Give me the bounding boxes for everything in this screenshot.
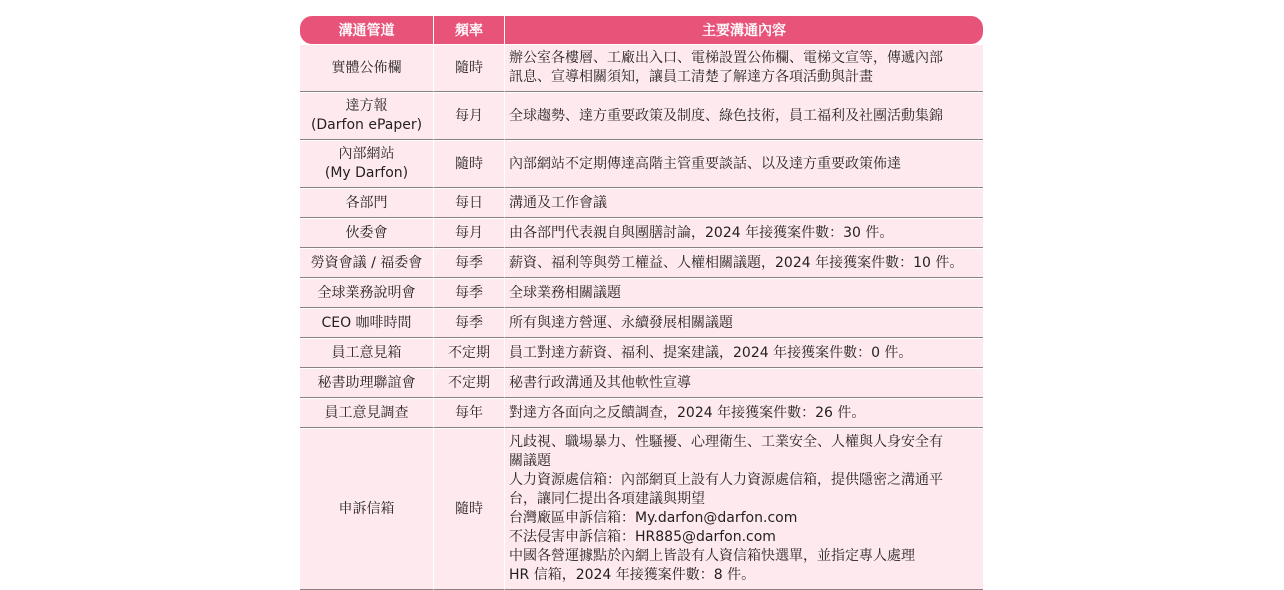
frequency-cell: 每季 bbox=[434, 308, 505, 338]
content-cell bbox=[505, 140, 983, 188]
table-row bbox=[300, 140, 983, 188]
channel-name: CEO 咖啡時間 bbox=[321, 314, 412, 331]
channel-name: 全球業務說明會 bbox=[317, 284, 416, 301]
header-channel: 溝通管道 bbox=[300, 16, 434, 44]
channel-name: 達方報 bbox=[345, 98, 388, 114]
frequency-cell: 隨時 bbox=[434, 428, 505, 590]
content-line: 全球業務相關議題 bbox=[509, 284, 621, 301]
channel-name: 內部網站 bbox=[338, 146, 395, 162]
frequency-cell: 每年 bbox=[434, 398, 505, 428]
content-cell bbox=[505, 428, 983, 590]
channel-name-cell bbox=[300, 428, 434, 590]
frequency-cell: 每月 bbox=[434, 92, 505, 140]
channel-name: 勞資會議 / 福委會 bbox=[310, 254, 423, 271]
table-row bbox=[300, 308, 983, 338]
frequency-cell: 每月 bbox=[434, 218, 505, 248]
channel-name: (Darfon ePaper) bbox=[310, 117, 423, 133]
table-row bbox=[300, 218, 983, 248]
channel-name-cell bbox=[300, 278, 434, 308]
frequency-cell: 不定期 bbox=[434, 338, 505, 368]
table-row bbox=[300, 338, 983, 368]
content-line: 薪資、福利等與勞工權益、人權相關議題，2024 年接獲案件數：10 件。 bbox=[509, 254, 964, 271]
frequency-cell: 每季 bbox=[434, 248, 505, 278]
content-line: 台灣廠區申訴信箱：My.darfon@darfon.com bbox=[509, 510, 798, 526]
content-cell bbox=[505, 398, 983, 428]
content-line: 所有與達方營運、永續發展相關議題 bbox=[509, 314, 733, 331]
channel-name: 秘書助理聯誼會 bbox=[317, 374, 416, 391]
content-line: 內部網站不定期傳達高階主管重要談話、以及達方重要政策佈達 bbox=[509, 155, 901, 172]
content-cell bbox=[505, 248, 983, 278]
channel-name-cell bbox=[300, 140, 434, 188]
channel-name: 員工意見調查 bbox=[324, 404, 409, 421]
header-frequency: 頻率 bbox=[434, 16, 505, 44]
channel-name-cell bbox=[300, 338, 434, 368]
content-cell bbox=[505, 218, 983, 248]
content-cell bbox=[505, 278, 983, 308]
channel-name-cell bbox=[300, 218, 434, 248]
channel-name: 各部門 bbox=[345, 194, 388, 211]
channel-name-cell bbox=[300, 44, 434, 92]
table-header-row bbox=[300, 16, 983, 44]
content-line: 員工對達方薪資、福利、提案建議，2024 年接獲案件數：0 件。 bbox=[509, 344, 913, 361]
content-line: 溝通及工作會議 bbox=[509, 194, 607, 211]
table-row bbox=[300, 398, 983, 428]
content-line: 關議題 bbox=[509, 453, 551, 469]
content-cell bbox=[505, 92, 983, 140]
table-row bbox=[300, 188, 983, 218]
content-cell bbox=[505, 338, 983, 368]
frequency-cell: 不定期 bbox=[434, 368, 505, 398]
table-row bbox=[300, 428, 983, 590]
channel-name-cell bbox=[300, 398, 434, 428]
content-line: 辦公室各樓層、工廠出入口、電梯設置公佈欄、電梯文宣等，傳遞內部 bbox=[509, 50, 943, 66]
content-line: 訊息、宣導相關須知，讓員工清楚了解達方各項活動與計畫 bbox=[509, 69, 873, 85]
content-line: 中國各營運據點於內網上皆設有人資信箱快選單，並指定專人處理 bbox=[509, 548, 915, 564]
content-line: 人力資源處信箱：內部網頁上設有人力資源處信箱，提供隱密之溝通平 bbox=[509, 472, 943, 488]
content-cell bbox=[505, 188, 983, 218]
table-row bbox=[300, 278, 983, 308]
table-row bbox=[300, 92, 983, 140]
channel-name-cell bbox=[300, 92, 434, 140]
content-line: HR 信箱，2024 年接獲案件數：8 件。 bbox=[509, 567, 756, 583]
frequency-cell: 每日 bbox=[434, 188, 505, 218]
communication-channels-table bbox=[300, 16, 983, 590]
header-content: 主要溝通內容 bbox=[505, 16, 983, 44]
table-row bbox=[300, 248, 983, 278]
content-line: 凡歧視、職場暴力、性騷擾、心理衛生、工業安全、人權與人身安全有 bbox=[509, 434, 943, 450]
channel-name-cell bbox=[300, 368, 434, 398]
channel-name: 實體公佈欄 bbox=[331, 59, 402, 76]
channel-name-cell bbox=[300, 308, 434, 338]
content-line: 台，讓同仁提出各項建議與期望 bbox=[509, 491, 705, 507]
content-cell bbox=[505, 44, 983, 92]
content-line: 對達方各面向之反饋調查，2024 年接獲案件數：26 件。 bbox=[509, 404, 866, 421]
channel-name-cell bbox=[300, 248, 434, 278]
content-line: 全球趨勢、達方重要政策及制度、綠色技術，員工福利及社團活動集錦 bbox=[509, 107, 943, 124]
frequency-cell: 隨時 bbox=[434, 44, 505, 92]
frequency-cell: 隨時 bbox=[434, 140, 505, 188]
channel-name-cell bbox=[300, 188, 434, 218]
channel-name: (My Darfon) bbox=[324, 165, 409, 181]
communication-channels-table-container bbox=[300, 16, 983, 590]
table-row bbox=[300, 368, 983, 398]
table-row bbox=[300, 44, 983, 92]
channel-name: 申訴信箱 bbox=[338, 500, 395, 517]
content-line: 秘書行政溝通及其他軟性宣導 bbox=[509, 374, 691, 391]
content-line: 不法侵害申訴信箱：HR885@darfon.com bbox=[509, 529, 776, 545]
channel-name: 伙委會 bbox=[345, 224, 388, 241]
frequency-cell: 每季 bbox=[434, 278, 505, 308]
content-cell bbox=[505, 368, 983, 398]
content-line: 由各部門代表親自與團膳討論，2024 年接獲案件數：30 件。 bbox=[509, 224, 894, 241]
content-cell bbox=[505, 308, 983, 338]
channel-name: 員工意見箱 bbox=[331, 344, 402, 361]
